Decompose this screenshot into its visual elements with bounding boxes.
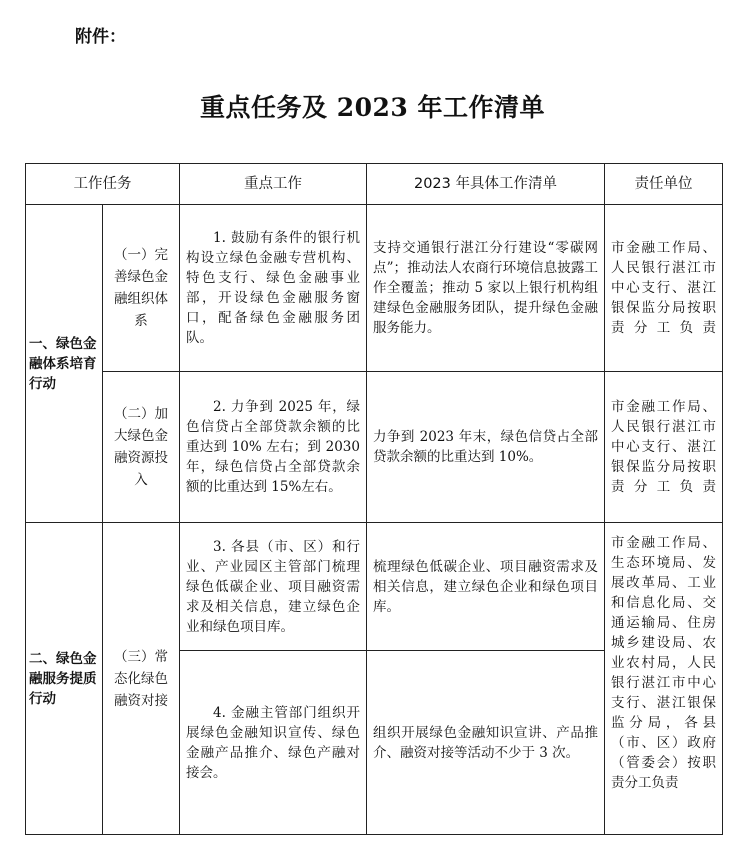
work-list-cell: 梳理绿色低碳企业、项目融资需求及相关信息，建立绿色企业和绿色项目库。 (367, 523, 605, 651)
header-key-work: 重点工作 (180, 164, 367, 205)
key-work-cell (180, 651, 367, 835)
key-work-cell (180, 205, 367, 372)
annex-label: 附件： (75, 27, 126, 47)
subtask-cell: （一）完善绿色金融组织体系 (103, 205, 180, 372)
work-list-cell: 支持交通银行湛江分行建设“零碳网点”；推动法人农商行环境信息披露工作全覆盖；推动 5 家以上银行机构组建绿色金融服务团队，提升绿色金融服务能力。 (367, 205, 605, 372)
header-list: 2023 年具体工作清单 (367, 164, 605, 205)
header-task: 工作任务 (26, 164, 180, 205)
key-work-cell (180, 372, 367, 523)
table-header-row (26, 164, 723, 205)
key-work-text: 4. 金融主管部门组织开展绿色金融知识宣传、绿色金融产品推介、绿色产融对接会。 (186, 704, 360, 781)
key-work-text: 3. 各县（市、区）和行业、产业园区主管部门梳理绿色低碳企业、项目融资需求及相关信息，建立绿色企业和绿色项目库。 (186, 538, 360, 635)
table-row (26, 205, 723, 372)
responsible-cell: 市金融工作局、人民银行湛江市中心支行、湛江银保监分局按职责分工负责 (605, 205, 723, 372)
work-list-cell: 力争到 2023 年末，绿色信贷占全部贷款余额的比重达到 10%。 (367, 372, 605, 523)
subtask-cell: （三）常态化绿色融资对接 (103, 523, 180, 835)
header-responsible: 责任单位 (605, 164, 723, 205)
document-title: 重点任务及 2023 年工作清单 (200, 93, 545, 122)
table-row (26, 523, 723, 651)
responsible-cell: 市金融工作局、人民银行湛江市中心支行、湛江银保监分局按职责分工负责 (605, 372, 723, 523)
work-list-cell: 组织开展绿色金融知识宣讲、产品推介、融资对接等活动不少于 3 次。 (367, 651, 605, 835)
key-work-text: 2. 力争到 2025 年，绿色信贷占全部贷款余额的比重达到 10% 左右；到 2030 年，绿色信贷占全部贷款余额的比重达到 15%左右。 (186, 399, 360, 495)
table-row (26, 372, 723, 523)
task-table (25, 163, 723, 835)
key-work-text: 1. 鼓励有条件的银行机构设立绿色金融专营机构、特色支行、绿色金融事业部，开设绿色金融服务窗口，配备绿色金融服务团队。 (186, 230, 360, 346)
key-work-cell (180, 523, 367, 651)
subtask-cell: （二）加大绿色金融资源投入 (103, 372, 180, 523)
category-cell: 一、绿色金融体系培育行动 (26, 205, 103, 523)
responsible-cell: 市金融工作局、生态环境局、发展改革局、工业和信息化局、交通运输局、住房城乡建设局、农业农村局，人民银行湛江市中心支行、湛江银保监分局，各县（市、区）政府（管委会）按职责分工负责 (605, 523, 723, 835)
category-cell: 二、绿色金融服务提质行动 (26, 523, 103, 835)
